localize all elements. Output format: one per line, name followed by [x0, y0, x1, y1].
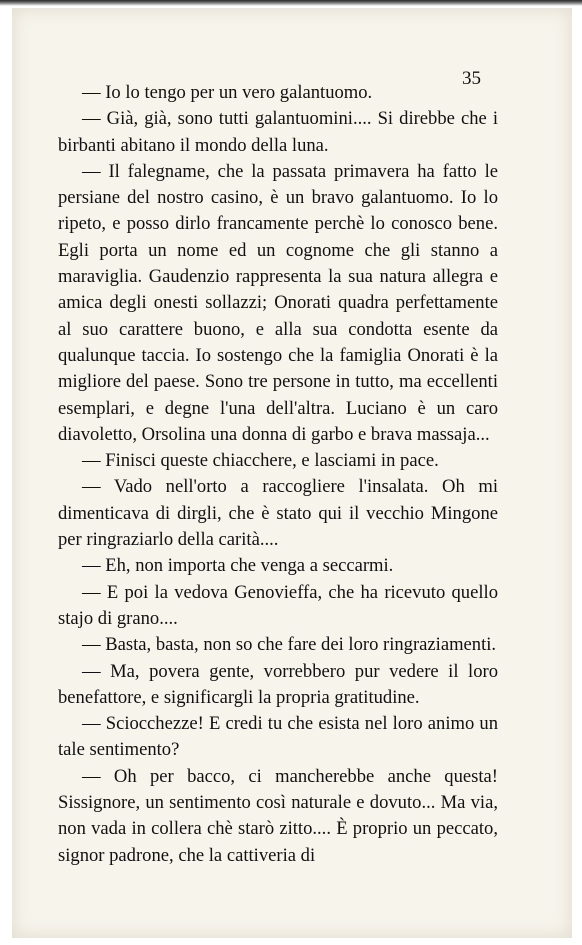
paragraph: — Oh per bacco, ci mancherebbe anche questa! Sissignore, un sentimento così naturale e dovuto... Ma via, non vada in collera chè starò zitto.... È proprio un peccato, signor padrone, che la cattiveria di [58, 765, 498, 866]
paragraph: — Eh, non importa che venga a seccarmi. [82, 555, 394, 577]
paragraph: — Ma, povera gente, vorrebbero pur vedere il loro benefattore, e significargli la propria gratitudine. [58, 660, 498, 708]
paragraph: — Già, già, sono tutti galantuomini.... Si direbbe che i birbanti abitano il mondo della luna. [58, 108, 498, 156]
paragraph: — Finisci queste chiacchere, e lasciami in pace. [82, 450, 439, 472]
scan-top-edge [0, 0, 582, 6]
paragraph: — Io lo tengo per un vero galantuomo. [82, 82, 373, 103]
page-number: 35 [462, 68, 481, 89]
paragraph: — Basta, basta, non so che fare dei loro ringraziamenti. [82, 634, 497, 656]
paragraph: — Il falegname, che la passata primavera ha fatto le persiane del nostro casino, è un bravo galantuomo. Io lo ripeto, e posso dirlo francamente perchè lo conosco bene. Egli porta un nome ed un cognome che gli stanno a maraviglia. Gaudenzio rappresenta la sua natura allegra e amica degli onesti sollazzi; Onorati quadra perfettamente al suo carattere buono, e alla sua condotta esente da qualunque taccia. Io sostengo che la famiglia Onorati è la migliore del paese. Sono tre persone in tutto, ma eccellenti esemplari, e degne l'una dell'altra. Luciano è un caro diavoletto, Orsolina una donna di garbo e brava massaja... [58, 160, 498, 445]
paragraph: — Vado nell'orto a raccogliere l'insalata. Oh mi dimenticava di dirgli, che è stato qui il vecchio Mingone per ringraziarlo della carità.... [58, 476, 498, 551]
paragraph: — Sciocchezze! E credi tu che esista nel loro animo un tale sentimento? [58, 713, 498, 761]
paragraph: — E poi la vedova Genovieffa, che ha ricevuto quello stajo di grano.... [58, 581, 498, 629]
body-text [58, 80, 498, 869]
